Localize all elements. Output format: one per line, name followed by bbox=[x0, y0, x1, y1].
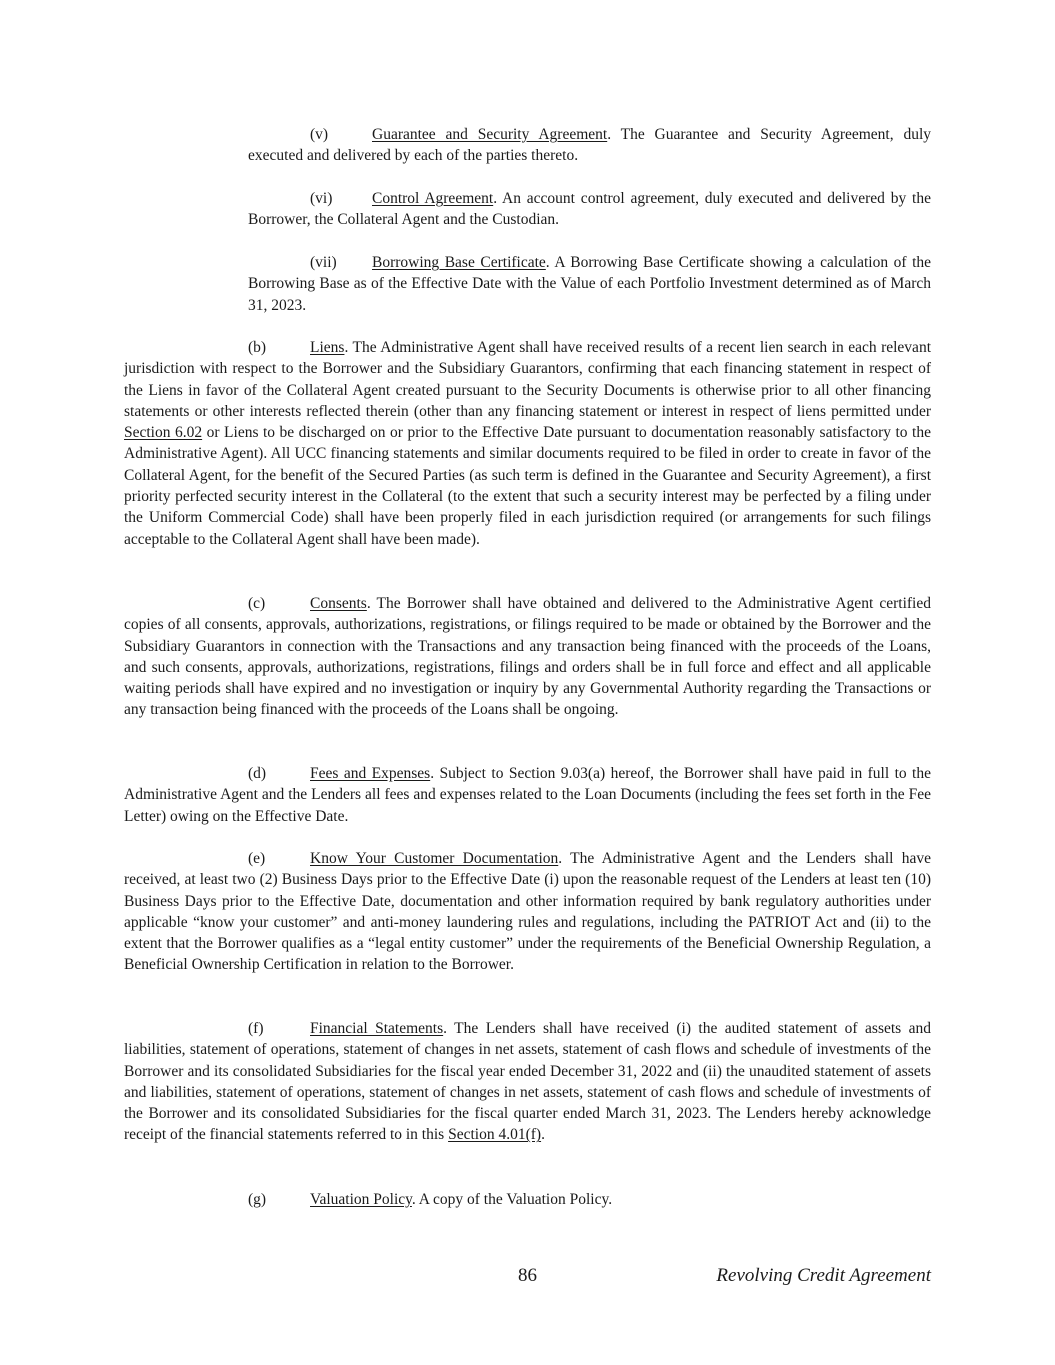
clause-text: . The Administrative Agent and the Lenders shall have received, at least two (2) Business Days prior to the Effective Date (i) upon the reasonable request of the Lenders at least ten (10) Business Days prior to the Effective Date, documentation and other information required by bank regulatory authorities under applicable “know your customer” and anti-money laundering rules and regulations, including the PATRIOT Act and (ii) to the extent that the Borrower qualifies as a “legal entity customer” under the requirements of the Beneficial Ownership Regulation, a Beneficial Ownership Certification in relation to the Borrower. bbox=[124, 850, 931, 974]
clause-label: (vii) bbox=[310, 254, 337, 271]
clause-g bbox=[124, 1189, 931, 1210]
clause-vi bbox=[248, 188, 931, 231]
clause-text: . The Administrative Agent shall have received results of a recent lien search in each relevant jurisdiction with respect to the Borrower and the Subsidiary Guarantors, confirming that each financing statement in respect of the Liens in favor of the Collateral Agent created pursuant to the Security Documents is otherwise prior to all other financing statements or other interests reflected therein (other than any financing statement or interest in respect of liens permitted under bbox=[124, 339, 931, 420]
clause-label: (b) bbox=[248, 339, 267, 356]
clause-heading: Liens bbox=[310, 339, 345, 356]
clause-e bbox=[124, 848, 931, 976]
clause-text: . An account control agreement, duly executed and delivered by the Borrower, the Collateral Agent and the Custodian. bbox=[248, 190, 931, 229]
clause-label: (g) bbox=[248, 1191, 267, 1208]
clause-d bbox=[124, 763, 931, 827]
clause-heading: Control Agreement bbox=[372, 190, 494, 207]
clause-label: (vi) bbox=[310, 190, 333, 207]
clause-c bbox=[124, 593, 931, 721]
clause-b bbox=[124, 337, 931, 550]
page-number: 86 bbox=[518, 1265, 537, 1286]
clause-text: . A copy of the Valuation Policy. bbox=[411, 1191, 613, 1208]
clause-heading: Valuation Policy bbox=[310, 1191, 412, 1208]
clause-label: (d) bbox=[248, 765, 267, 782]
clause-heading: Borrowing Base Certificate bbox=[372, 254, 546, 271]
clause-label: (v) bbox=[310, 126, 329, 143]
clause-text: . Subject to Section 9.03(a) hereof, the Borrower shall have paid in full to the Administrative Agent and the Lenders all fees and expenses related to the Loan Documents (including the fees set forth in the Fee Letter) owing on the Effective Date. bbox=[124, 765, 931, 825]
clause-heading: Consents bbox=[310, 595, 367, 612]
clause-v bbox=[248, 124, 931, 167]
clause-label: (e) bbox=[248, 850, 266, 867]
clause-heading: Fees and Expenses bbox=[310, 765, 431, 782]
section-reference: Section 6.02 bbox=[124, 424, 203, 442]
clause-text: or Liens to be discharged on or prior to the Effective Date pursuant to documentation reasonably satisfactory to the Administrative Agent). All UCC financing statements and similar documents required to be filed in order to create in favor of the Collateral Agent, for the benefit of the Secured Parties (as such term is defined in the Guarantee and Security Agreement), a first priority perfected security interest in the Collateral (to the extent that such a security interest may be perfected by a filing under the Uniform Commercial Code) shall have been properly filed in each jurisdiction required (or arrangements for such filings acceptable to the Collateral Agent shall have been made). bbox=[124, 424, 931, 548]
clause-text: . The Guarantee and Security Agreement, duly executed and delivered by each of the parties thereto. bbox=[248, 126, 932, 165]
clause-label: (c) bbox=[248, 595, 266, 612]
clause-label: (f) bbox=[248, 1020, 264, 1037]
clause-f bbox=[124, 1018, 931, 1146]
clause-heading: Financial Statements bbox=[310, 1020, 444, 1037]
document-title-footer: Revolving Credit Agreement bbox=[716, 1265, 931, 1286]
clause-text: . A Borrowing Base Certificate showing a calculation of the Borrowing Base as of the Effective Date with the Value of each Portfolio Investment determined as of March 31, 2023. bbox=[248, 254, 932, 314]
clause-text: . The Lenders shall have received (i) the audited statement of assets and liabilities, statement of operations, statement of changes in net assets, statement of cash flows and schedule of investments of the Borrower and its consolidated Subsidiaries for the fiscal year ended December 31, 2022 and (ii) the unaudited statement of assets and liabilities, statement of operations, statement of changes in net assets, statement of cash flows and schedule of investments of the Borrower and its consolidated Subsidiaries for the fiscal quarter ended March 31, 2023. The Lenders hereby acknowledge receipt of the financial statements referred to in this bbox=[124, 1020, 932, 1144]
clause-text: . The Borrower shall have obtained and delivered to the Administrative Agent certified copies of all consents, approvals, authorizations, registrations, or filings required to be made or obtained by the Borrower and the Subsidiary Guarantors in connection with the Transactions and any transaction being financed with the proceeds of the Loans, and such consents, approvals, authorizations, registrations, filings and orders shall be in full force and effect and all applicable waiting periods shall have expired and no investigation or inquiry by any Governmental Authority regarding the Transactions or any transaction being financed with the proceeds of the Loans shall be ongoing. bbox=[124, 595, 931, 719]
section-reference: Section 4.01(f) bbox=[448, 1126, 542, 1144]
clause-heading: Know Your Customer Documentation bbox=[310, 850, 559, 867]
clause-vii bbox=[248, 252, 931, 316]
clause-text: . bbox=[541, 1126, 545, 1144]
clause-heading: Guarantee and Security Agreement bbox=[372, 126, 608, 143]
